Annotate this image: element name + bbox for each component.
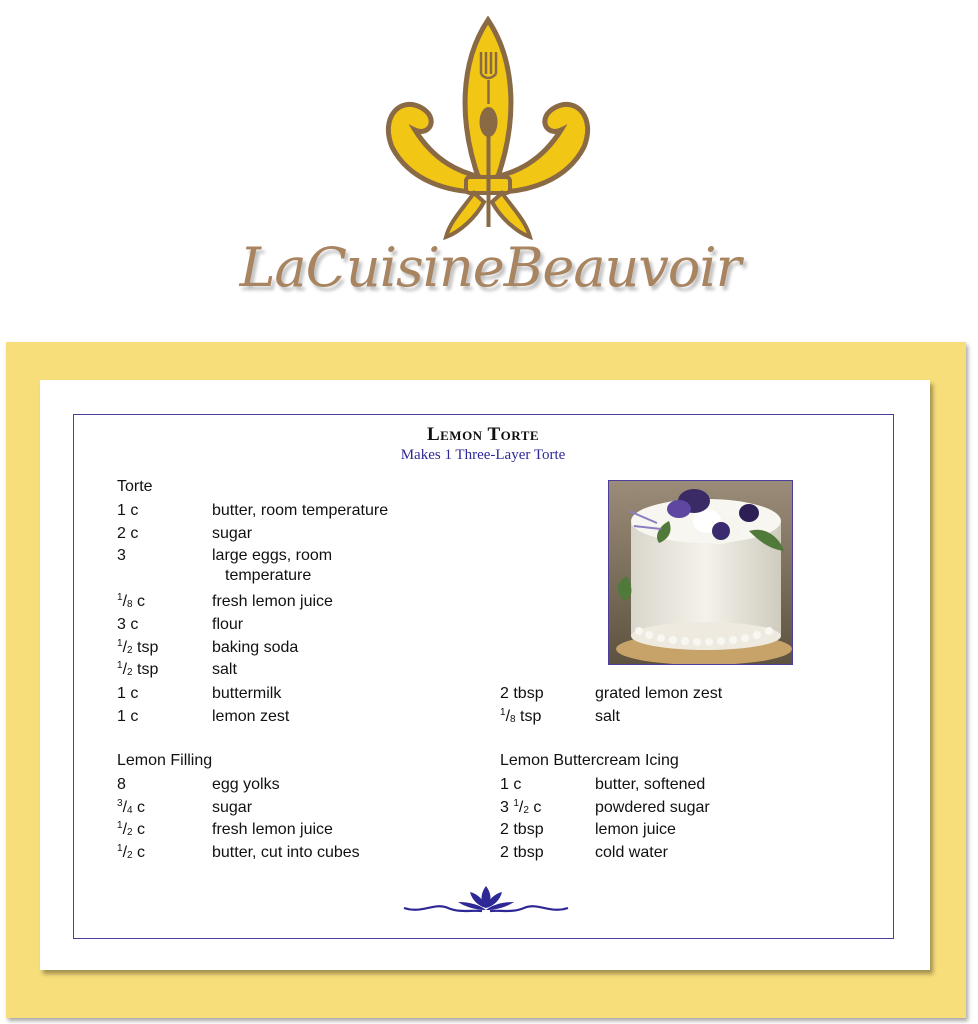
ingredient-name: flour <box>212 616 244 633</box>
ingredient-name: fresh lemon juice <box>212 821 333 838</box>
ingredient-name: buttermilk <box>212 685 282 702</box>
ingredient-amount: 2 tbsp <box>500 844 544 861</box>
ingredient-name: baking soda <box>212 639 299 656</box>
ingredient-name: powdered sugar <box>595 799 710 816</box>
ingredient-amount: $^3/_4$ c <box>117 798 146 816</box>
section-title-torte: Torte <box>117 478 153 495</box>
header-logo <box>0 0 978 330</box>
cake-photo <box>608 480 793 665</box>
ingredient-name: butter, softened <box>595 776 706 793</box>
ingredient-name: lemon juice <box>595 821 676 838</box>
ingredient-amount: $^1/_8$ tsp <box>500 707 542 725</box>
ingredient-name: sugar <box>212 525 253 542</box>
ingredient-amount: 1 c <box>117 685 139 702</box>
brand-name: LaCuisineBeauvoir <box>239 236 741 299</box>
ingredient-line-continued: temperature <box>225 567 312 584</box>
ingredient-name: grated lemon zest <box>595 685 723 702</box>
ingredient-amount: $^1/_2$ c <box>117 843 146 861</box>
ingredient-amount: 2 c <box>117 525 139 542</box>
ingredient-line: large eggs, room <box>212 547 333 564</box>
ingredient-amount: $^1/_2$ tsp <box>117 638 159 656</box>
section-title-filling: Lemon Filling <box>117 752 213 769</box>
section-title-icing: Lemon Buttercream Icing <box>500 752 679 769</box>
ingredient-amount: $^1/_2$ c <box>117 820 146 838</box>
ingredient-name: lemon zest <box>212 708 290 725</box>
ingredient-amount: 3 <box>117 547 126 564</box>
ingredient-amount: $^1/_8$ c <box>117 592 146 610</box>
ingredient-name <box>212 546 332 586</box>
ingredient-name: egg yolks <box>212 776 280 793</box>
ingredient-name: butter, cut into cubes <box>212 844 360 861</box>
ingredient-amount: 3 c <box>117 616 139 633</box>
ingredient-name: salt <box>595 708 620 725</box>
ingredient-amount: 1 c <box>500 776 522 793</box>
ingredient-amount: 2 tbsp <box>500 685 544 702</box>
recipe-title: Lemon Torte <box>426 424 540 445</box>
ingredient-amount: $^1/_2$ tsp <box>117 660 159 678</box>
ingredient-amount: 8 <box>117 776 126 793</box>
ingredient-name: salt <box>212 661 237 678</box>
ingredient-name: cold water <box>595 844 668 861</box>
recipe-subtitle: Makes 1 Three-Layer Torte <box>400 447 566 463</box>
ingredient-name: fresh lemon juice <box>212 593 333 610</box>
ingredient-name: butter, room temperature <box>212 502 389 519</box>
lotus-flourish-icon <box>402 880 570 920</box>
ingredient-amount: 1 c <box>117 502 139 519</box>
ingredient-amount: 2 tbsp <box>500 821 544 838</box>
fleur-de-lis-icon <box>380 12 600 247</box>
ingredient-amount: 3 $^1/_2$ c <box>500 798 542 816</box>
ingredient-name: sugar <box>212 799 253 816</box>
ingredient-amount: 1 c <box>117 708 139 725</box>
